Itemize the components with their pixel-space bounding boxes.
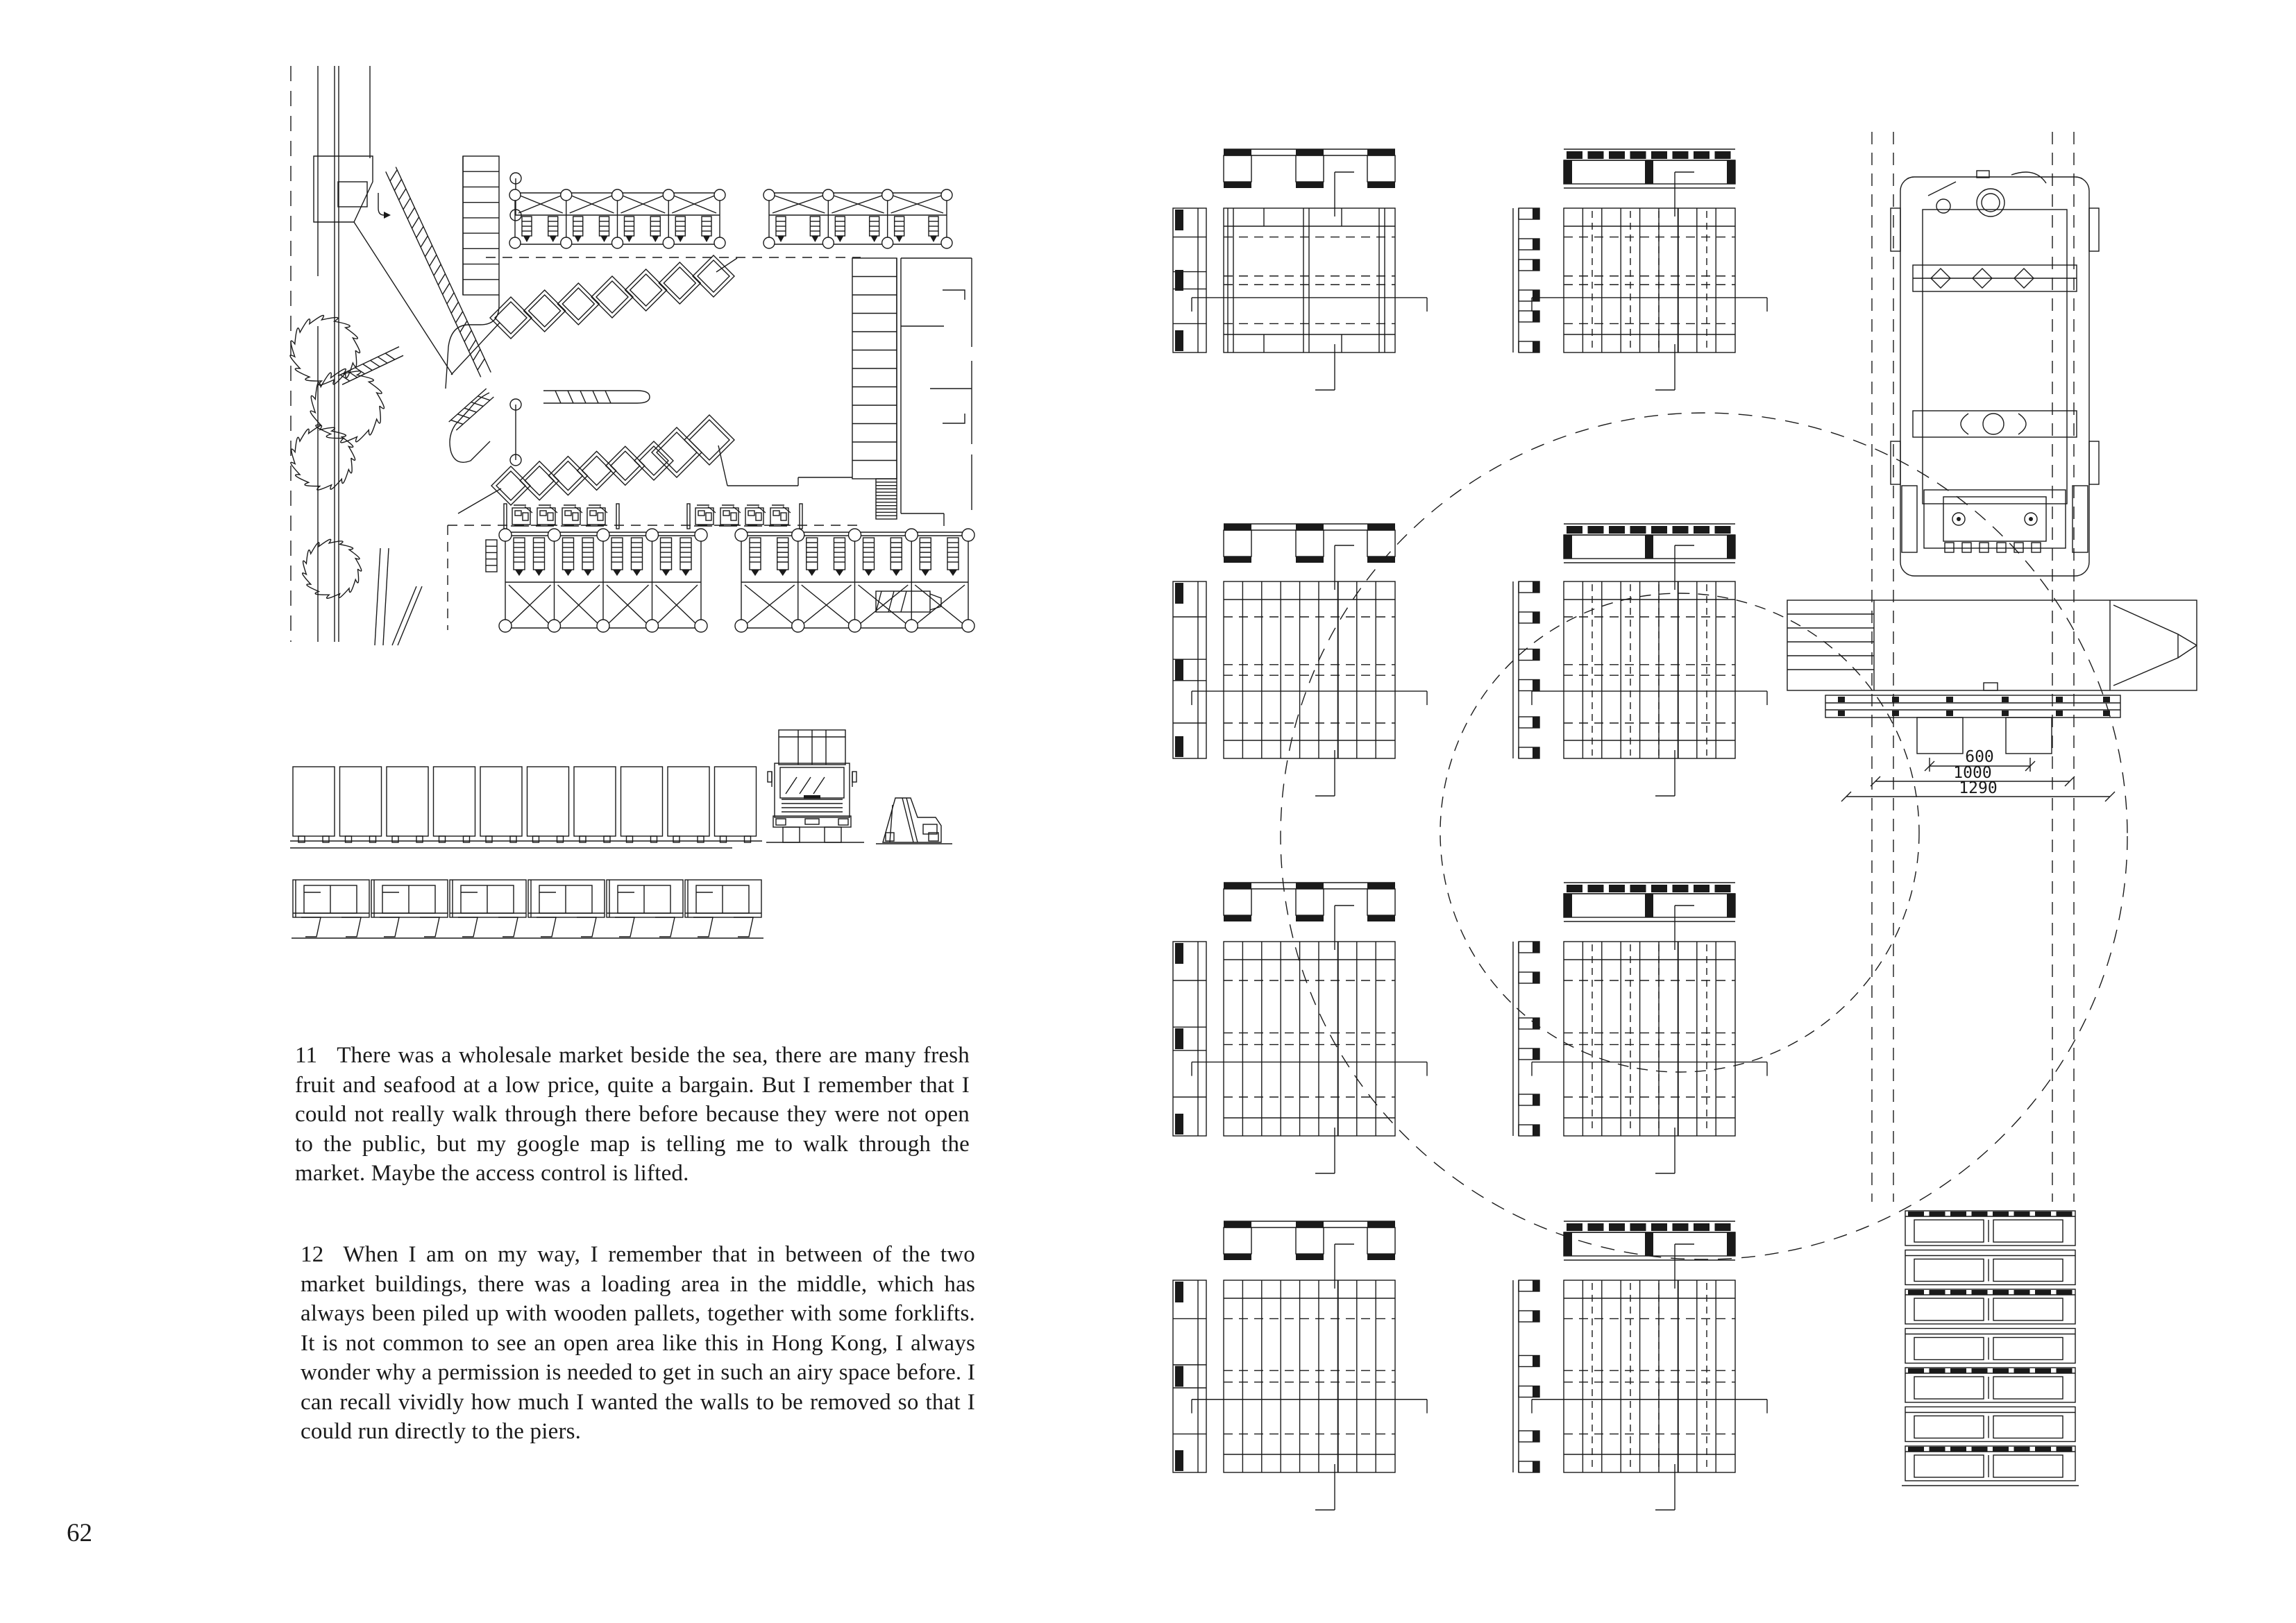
dimension-label-1000: 1000	[1953, 764, 1992, 782]
site-plan-drawing	[290, 66, 974, 645]
forklift-dimensions	[1953, 748, 1997, 797]
paragraph-12	[301, 1240, 975, 1447]
stall-section-elevation-row	[292, 880, 763, 938]
paragraph-12-text: When I am on my way, I remember that in between of the two market buildings, there was a loading area in the middle, which has always been piled up with wooden pallets, together with some forklifts. It is not common to see an open area like this in Hong Kong, I always wonder why a permission is needed to get in such an airy space before. I can recall vividly how much I wanted the walls to be removed so that I could run directly to the piers.	[301, 1242, 976, 1444]
pallet-plan-drawings	[1173, 149, 1767, 1510]
forklift-plan-drawing	[1787, 171, 2197, 801]
stall-and-truck-elevation	[290, 730, 952, 848]
paragraph-12-number: 12	[301, 1242, 324, 1267]
paragraph-11-number: 11	[295, 1043, 318, 1068]
pallet-stack-elevation	[1902, 1211, 2079, 1486]
page-number: 62	[67, 1519, 92, 1547]
dimension-label-1290: 1290	[1959, 779, 1998, 797]
paragraph-11	[295, 1041, 970, 1189]
paragraph-11-text: There was a wholesale market beside the sea, there are many fresh fruit and seafood at a low price, quite a bargain. But I remember that I could not really walk through there before because they were not open to the public, but my google map is telling me to walk through the market. Maybe the access control is lifted.	[295, 1043, 970, 1186]
dimension-label-600: 600	[1965, 748, 1994, 766]
